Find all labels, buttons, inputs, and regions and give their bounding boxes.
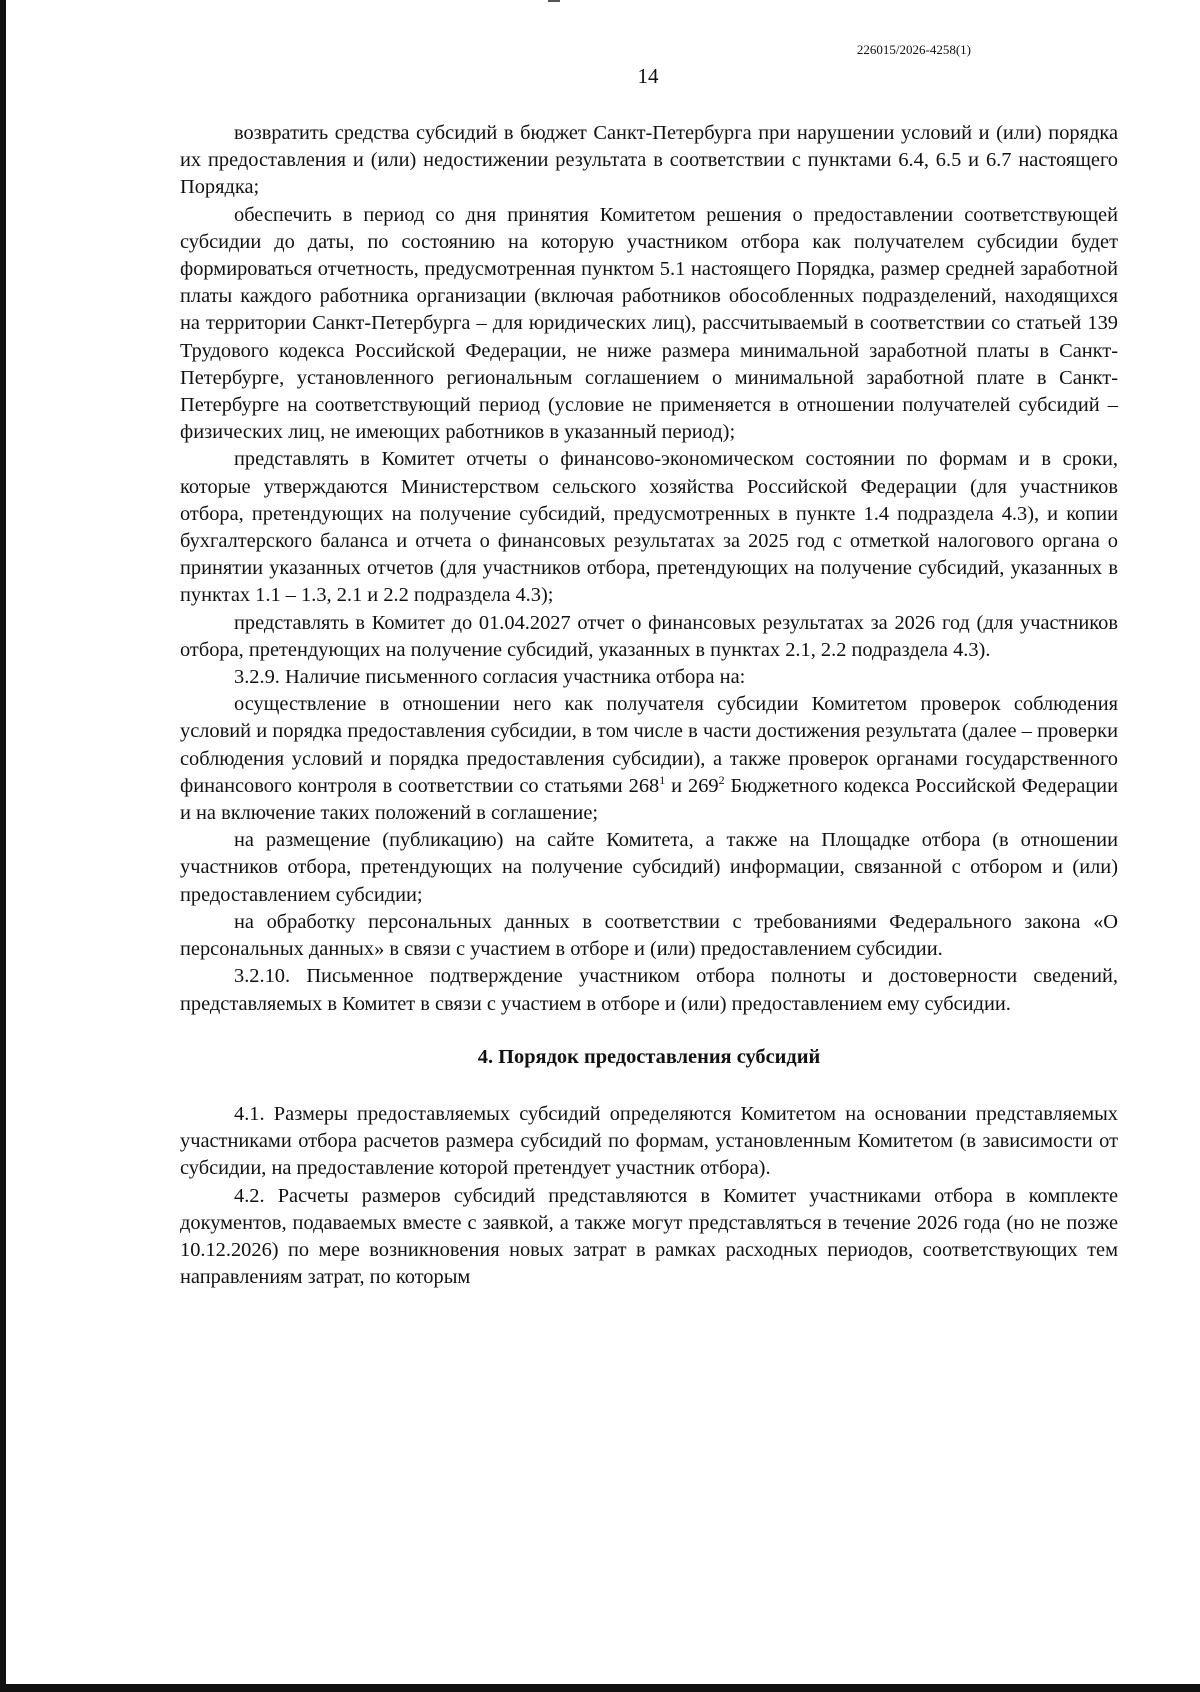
scan-mark (548, 0, 560, 2)
superscript: 1 (659, 773, 666, 788)
paragraph: обеспечить в период со дня принятия Комитетом решения о предоставлении соответствующей субсидии до даты, по состоянию на которую участником отбора как получателем субсидии будет формироваться отчетность, предусмотренная пунктом 5.1 настоящего Порядка, размер средней заработной платы каждого работника организации (включая работников обособленных подразделений, находящихся на территории Санкт-Петербурга – для юридических лиц), рассчитываемый в соответствии со статьей 139 Трудового кодекса Российской Федерации, не ниже размера минимальной заработной платы в Санкт-Петербурге, установленного региональным соглашением о минимальной заработной плате в Санкт-Петербурге на соответствующий период (условие не применяется в отношении получателей субсидий – физических лиц, не имеющих работников в указанный период); (180, 203, 1118, 444)
paragraph: 4.2. Расчеты размеров субсидий представляются в Комитет участниками отбора в комплекте документов, подаваемых вместе с заявкой, а также могут представляться в течение 2026 года (но не позже 10.12.2026) по мере возникновения новых затрат в рамках расходных периодов, соответствующих тем направлениям затрат, по которым (180, 1184, 1118, 1289)
paragraph: представлять в Комитет отчеты о финансово-экономическом состоянии по формам и в сроки, которые утверждаются Министерством сельского хозяйства Российской Федерации (для участников отбора, претендующих на получение субсидий, предусмотренных в пункте 1.4 подраздела 4.3), и копии бухгалтерского баланса и отчета о финансовых результатах за 2025 год с отметкой налогового органа о принятии указанных отчетов (для участников отбора, претендующих на получение субсидий, указанных в пунктах 1.1 – 1.3, 2.1 и 2.2 подраздела 4.3); (180, 448, 1118, 607)
paragraph-text: и 269 (665, 774, 719, 797)
section-heading: 4. Порядок предоставления субсидий (477, 1045, 821, 1068)
superscript: 2 (718, 773, 725, 788)
paragraph-text: осуществление в отношении него как получателя субсидии Комитетом проверок соблюдения условий и порядка предоставления субсидии, в том числе в части достижения результата (далее – проверки соблюдения условий и порядка предоставления субсидии), а также проверок органами государственного финансового контроля в соответствии со статьями 268 (180, 693, 1118, 797)
scan-left-edge (0, 0, 6, 1684)
paragraph: 3.2.10. Письменное подтверждение участником отбора полноты и достоверности сведений, представляемых в Комитет в связи с участием в отборе и (или) предоставлением ему субсидии. (180, 965, 1118, 1015)
paragraph: на обработку персональных данных в соответствии с требованиями Федерального закона «О персональных данных» в связи с участием в отборе и (или) предоставлением субсидии. (180, 910, 1118, 961)
paragraph: на размещение (публикацию) на сайте Комитета, а также на Площадке отбора (в отношении участников отбора, претендующих на получение субсидий) информации, связанной с отбором и (или) предоставлением субсидии; (180, 829, 1118, 906)
scan-bottom-edge (0, 1684, 1200, 1692)
paragraph: 4.1. Размеры предоставляемых субсидий определяются Комитетом на основании представляемых участниками отбора расчетов размера субсидий по формам, установленным Комитетом (в зависимости от субсидии, на предоставление которой претендует участник отбора). (180, 1102, 1118, 1180)
paragraph: возвратить средства субсидий в бюджет Санкт-Петербурга при нарушении условий и (или) порядка их предоставления и (или) недостижении результата в соответствии с пунктами 6.4, 6.5 и 6.7 настоящего Порядка; (180, 122, 1118, 199)
document-number: 226015/2026-4258(1) (856, 42, 971, 57)
document-body (180, 120, 1118, 1291)
paragraph-text: Бюджетного кодекса Российской Федерации и на включение таких положений в соглашение; (180, 774, 1118, 825)
paragraph (180, 691, 1118, 827)
paragraph: 3.2.9. Наличие письменного согласия участника отбора на: (234, 666, 746, 689)
page-number: 14 (637, 64, 659, 88)
paragraph: представлять в Комитет до 01.04.2027 отчет о финансовых результатах за 2026 год (для участников отбора, претендующих на получение субсидий, указанных в пунктах 2.1, 2.2 подраздела 4.3). (180, 611, 1118, 661)
